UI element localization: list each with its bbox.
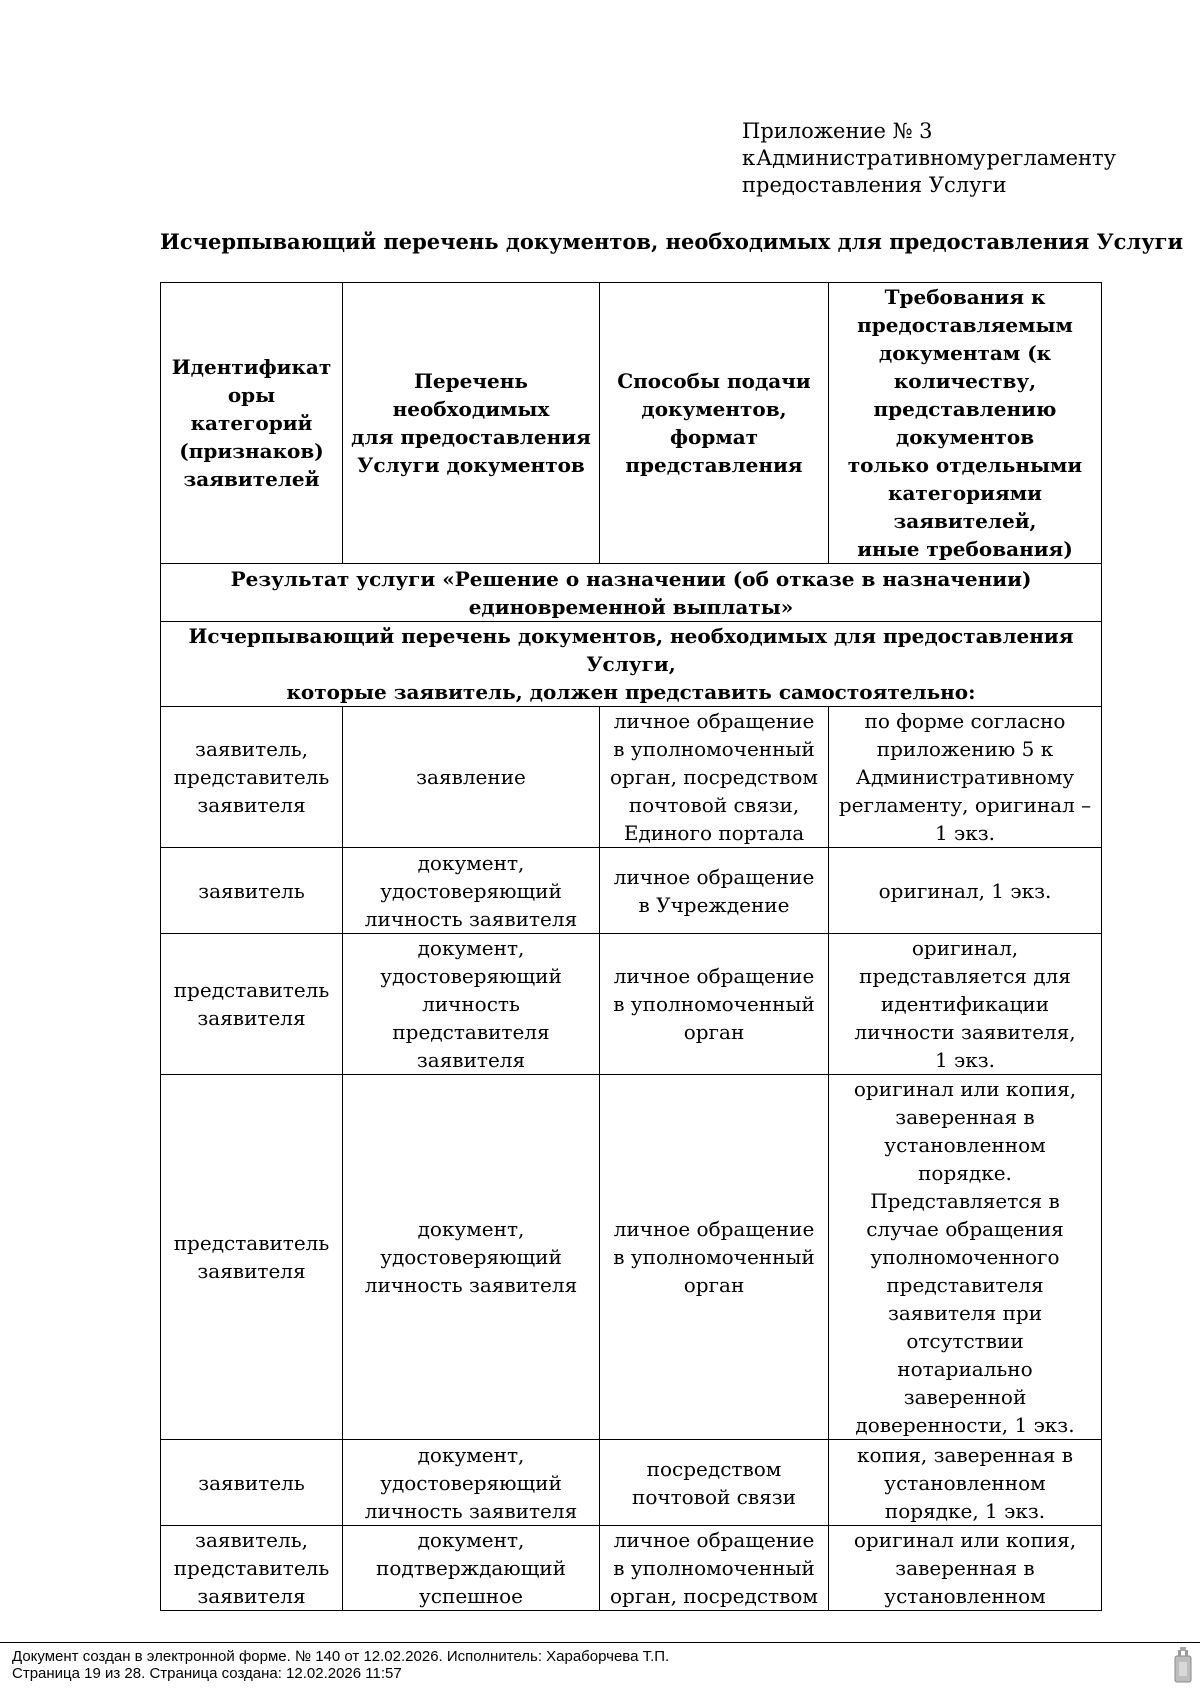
table-header-row (161, 283, 1102, 564)
document-footer (12, 1648, 669, 1682)
header-submission-methods: Способы подачи документов, формат представления (600, 283, 829, 564)
table-row (161, 848, 1102, 934)
table-row (161, 1440, 1102, 1526)
cell-method: личное обращение в уполномоченный орган, посредством (600, 1526, 829, 1611)
cell-method: личное обращение в уполномоченный орган, посредством почтовой связи, Единого портала (600, 707, 829, 848)
cell-requirement: оригинал, 1 экз. (829, 848, 1102, 934)
table-row (161, 707, 1102, 848)
section-list-row (161, 622, 1102, 707)
cell-method: посредством почтовой связи (600, 1440, 829, 1526)
document-title: Исчерпывающий перечень документов, необходимых для предоставления Услуги (160, 229, 1184, 254)
cell-applicant: заявитель, представитель заявителя (161, 707, 343, 848)
section-result-heading: Результат услуги «Решение о назначении (об отказе в назначении) единовременной выплаты» (161, 564, 1102, 622)
cell-method: личное обращение в уполномоченный орган (600, 1075, 829, 1440)
header-documents-list: Перечень необходимых для предоставления Услуги документов (343, 283, 600, 564)
footer-page-info: Страница 19 из 28. Страница создана: 12.02.2026 11:57 (12, 1665, 402, 1682)
cell-document: документ, подтверждающий успешное (343, 1526, 600, 1611)
cell-method: личное обращение в Учреждение (600, 848, 829, 934)
coat-of-arms-icon (1172, 1646, 1194, 1686)
footer-document-info: Документ создан в электронной форме. № 140 от 12.02.2026. Исполнитель: Хараборчева Т.П. (12, 1648, 670, 1665)
cell-requirement: оригинал или копия, заверенная в установленном порядке. Представляется в случае обращения уполномоченного представителя заявителя при отсутствии нотариально заверенной доверенности, 1 экз. (829, 1075, 1102, 1440)
table-row (161, 1075, 1102, 1440)
cell-document: документ, удостоверяющий личность заявителя (343, 848, 600, 934)
section-list-heading: Исчерпывающий перечень документов, необходимых для предоставления Услуги, которые заявитель, должен представить самостоятельно: (161, 622, 1102, 707)
annex-reference (742, 145, 1116, 172)
cell-requirement: по форме согласно приложению 5 к Административному регламенту, оригинал – 1 экз. (829, 707, 1102, 848)
cell-document: документ, удостоверяющий личность представителя заявителя (343, 934, 600, 1075)
header-requirements: Требования к предоставляемым документам (к количеству, представлению документов только отдельными категориями заявителей, иные требования) (829, 283, 1102, 564)
section-result-row (161, 564, 1102, 622)
annex-word: к (742, 146, 756, 170)
cell-document: документ, удостоверяющий личность заявителя (343, 1075, 600, 1440)
cell-applicant: представитель заявителя (161, 1075, 343, 1440)
table-row (161, 934, 1102, 1075)
annex-word: Административному (756, 146, 986, 170)
cell-applicant: представитель заявителя (161, 934, 343, 1075)
annex-number: Приложение № 3 (742, 119, 933, 143)
cell-applicant: заявитель (161, 848, 343, 934)
annex-word: регламенту (986, 146, 1116, 170)
header-applicant-categories: Идентификат оры категорий (признаков) заявителей (161, 283, 343, 564)
cell-applicant: заявитель (161, 1440, 343, 1526)
cell-requirement: оригинал, представляется для идентификации личности заявителя, 1 экз. (829, 934, 1102, 1075)
cell-requirement: оригинал или копия, заверенная в установленном (829, 1526, 1102, 1611)
cell-document: документ, удостоверяющий личность заявителя (343, 1440, 600, 1526)
cell-requirement: копия, заверенная в установленном порядке, 1 экз. (829, 1440, 1102, 1526)
documents-table (160, 282, 1102, 1611)
cell-document: заявление (343, 707, 600, 848)
annex-header (742, 118, 1116, 199)
table-row (161, 1526, 1102, 1611)
footer-divider (0, 1642, 1200, 1643)
cell-applicant: заявитель, представитель заявителя (161, 1526, 343, 1611)
annex-service: предоставления Услуги (742, 173, 1007, 197)
cell-method: личное обращение в уполномоченный орган (600, 934, 829, 1075)
